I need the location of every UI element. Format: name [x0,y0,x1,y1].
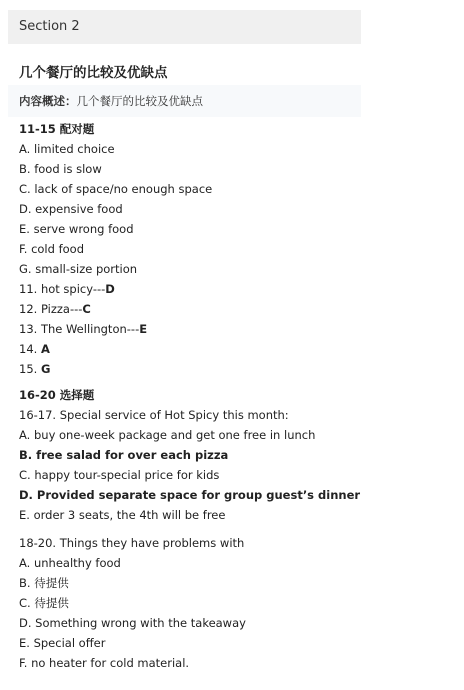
matching-option: B. food is slow [19,162,102,176]
matching-answer [19,339,439,359]
matching-option: A. limited choice [19,142,115,156]
matching-answer [19,359,439,379]
choice-option: B. 待提供 [19,576,69,590]
matching-option: E. serve wrong food [19,222,134,236]
matching-section [19,119,439,379]
choice-section-2 [19,533,439,673]
summary-text: 几个餐厅的比较及优缺点 [76,94,203,108]
answer-letter: G [40,362,51,376]
choice-title: 16-20 选择题 [19,388,95,402]
choice-option: C. 待提供 [19,596,69,610]
choice-option: A. buy one-week package and get one free in lunch [19,428,316,442]
answer-question: 12. Pizza--- [19,302,83,316]
summary-line [19,93,203,109]
answer-letter: C [82,302,91,316]
matching-answer [19,299,439,319]
choice-option: C. happy tour-special price for kids [19,468,220,482]
answer-question: 14. [19,342,41,356]
choice-question: 18-20. Things they have problems with [19,536,245,550]
choice-question: 16-17. Special service of Hot Spicy this month: [19,408,289,422]
choice-option: F. no heater for cold material. [19,656,190,670]
choice-option: D. Something wrong with the takeaway [19,616,246,630]
matching-title: 11-15 配对题 [19,122,95,136]
matching-option: G. small-size portion [19,262,138,276]
matching-option: C. lack of space/no enough space [19,182,213,196]
summary-label: 内容概述： [19,94,77,108]
answer-letter: A [40,342,50,356]
matching-answer [19,319,439,339]
choice-option: E. order 3 seats, the 4th will be free [19,508,226,522]
matching-answer [19,279,439,299]
section-header: Section 2 [8,10,361,44]
choice-option: E. Special offer [19,636,106,650]
matching-option: D. expensive food [19,202,123,216]
choice-section [19,385,439,525]
choice-option: A. unhealthy food [19,556,121,570]
answer-question: 13. The Wellington--- [19,322,140,336]
answer-letter: E [139,322,148,336]
matching-option: F. cold food [19,242,85,256]
choice-option-correct: D. Provided separate space for group guest’s dinner [19,488,361,502]
answer-question: 11. hot spicy--- [19,282,106,296]
choice-option-correct: B. free salad for over each pizza [19,448,229,462]
answer-question: 15. [19,362,41,376]
answer-letter: D [105,282,115,296]
page-heading: 几个餐厅的比较及优缺点 [19,65,168,81]
